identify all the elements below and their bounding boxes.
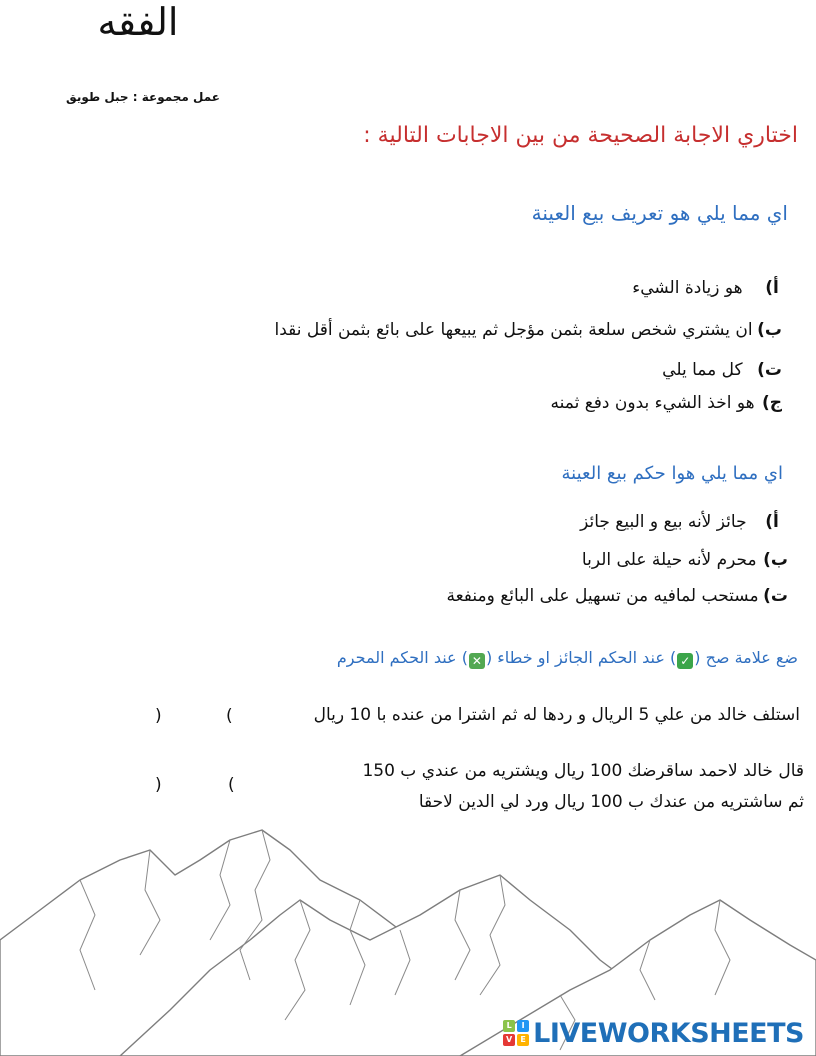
tf-title-part3: ) عند الحكم المحرم: [336, 648, 468, 667]
option-letter: أ): [765, 278, 779, 298]
question-1-option-d[interactable]: [551, 393, 782, 413]
option-letter: ت): [757, 360, 782, 380]
tf-title-part2: ) عند الحكم الجائز او خطاء (: [485, 648, 677, 667]
subject-title: الفقه: [97, 0, 179, 44]
question-1-option-a[interactable]: [632, 278, 782, 298]
logo-letter: E: [517, 1034, 529, 1046]
option-letter: أ): [765, 512, 779, 532]
option-text: هو اخذ الشيء بدون دفع ثمنه: [550, 393, 755, 413]
option-letter: ج): [761, 393, 782, 413]
question-2-text: اي مما يلي هوا حكم بيع العينة: [561, 463, 783, 484]
white-check-mark-icon: ✓: [677, 653, 693, 669]
question-2-option-c[interactable]: [446, 586, 788, 606]
answer-paren-close: ): [155, 706, 162, 726]
statement-1-answer-box[interactable]: [172, 704, 222, 728]
cross-mark-button-icon: ✕: [469, 653, 485, 669]
option-text: جائز لأنه بيع و البيع جائز: [580, 512, 747, 532]
logo-letter: L: [503, 1020, 515, 1032]
answer-paren-close: ): [155, 775, 162, 795]
group-label: عمل مجموعة : جبل طويق: [66, 90, 220, 104]
option-letter: ت): [763, 586, 788, 606]
option-text: محرم لأنه حيلة على الربا: [581, 550, 757, 570]
option-text: ان يشتري شخص سلعة بثمن مؤجل ثم يبيعها على بائع بثمن أقل نقدا: [274, 320, 753, 340]
statement-2-line-1: قال خالد لاحمد ساقرضك 100 ريال ويشتريه من عندي ب 150: [362, 761, 804, 781]
answer-paren-open: (: [226, 706, 233, 726]
tf-title-part1: ضع علامة صح (: [694, 648, 798, 667]
option-text: كل مما يلي: [662, 360, 743, 380]
true-false-instruction: [337, 648, 798, 669]
statement-2-answer-box[interactable]: [172, 773, 224, 797]
question-1-option-c[interactable]: [662, 360, 782, 380]
statement-2-line-2: ثم ساشتريه من عندك ب 100 ريال ورد لي الدين لاحقا: [418, 792, 804, 812]
question-2-option-b[interactable]: [582, 550, 788, 570]
option-text: هو زيادة الشيء: [632, 278, 743, 298]
logo-mark-icon: [503, 1020, 529, 1046]
logo-letter: V: [503, 1034, 515, 1046]
option-text: مستحب لمافيه من تسهيل على البائع ومنفعة: [446, 586, 759, 606]
question-2-option-a[interactable]: [580, 512, 782, 532]
statement-1: استلف خالد من علي 5 الريال و ردها له ثم اشترا من عنده با 10 ريال: [313, 705, 800, 725]
option-letter: ب): [757, 320, 782, 340]
liveworksheets-logo: [503, 1013, 804, 1053]
question-1-option-b[interactable]: [274, 320, 782, 340]
logo-text: LIVEWORKSHEETS: [533, 1017, 804, 1049]
logo-letter: I: [517, 1020, 529, 1032]
option-letter: ب): [763, 550, 788, 570]
instruction-heading: اختاري الاجابة الصحيحة من بين الاجابات التالية :: [363, 123, 798, 148]
answer-paren-open: (: [228, 775, 235, 795]
question-1-text: اي مما يلي هو تعريف بيع العينة: [531, 201, 788, 225]
